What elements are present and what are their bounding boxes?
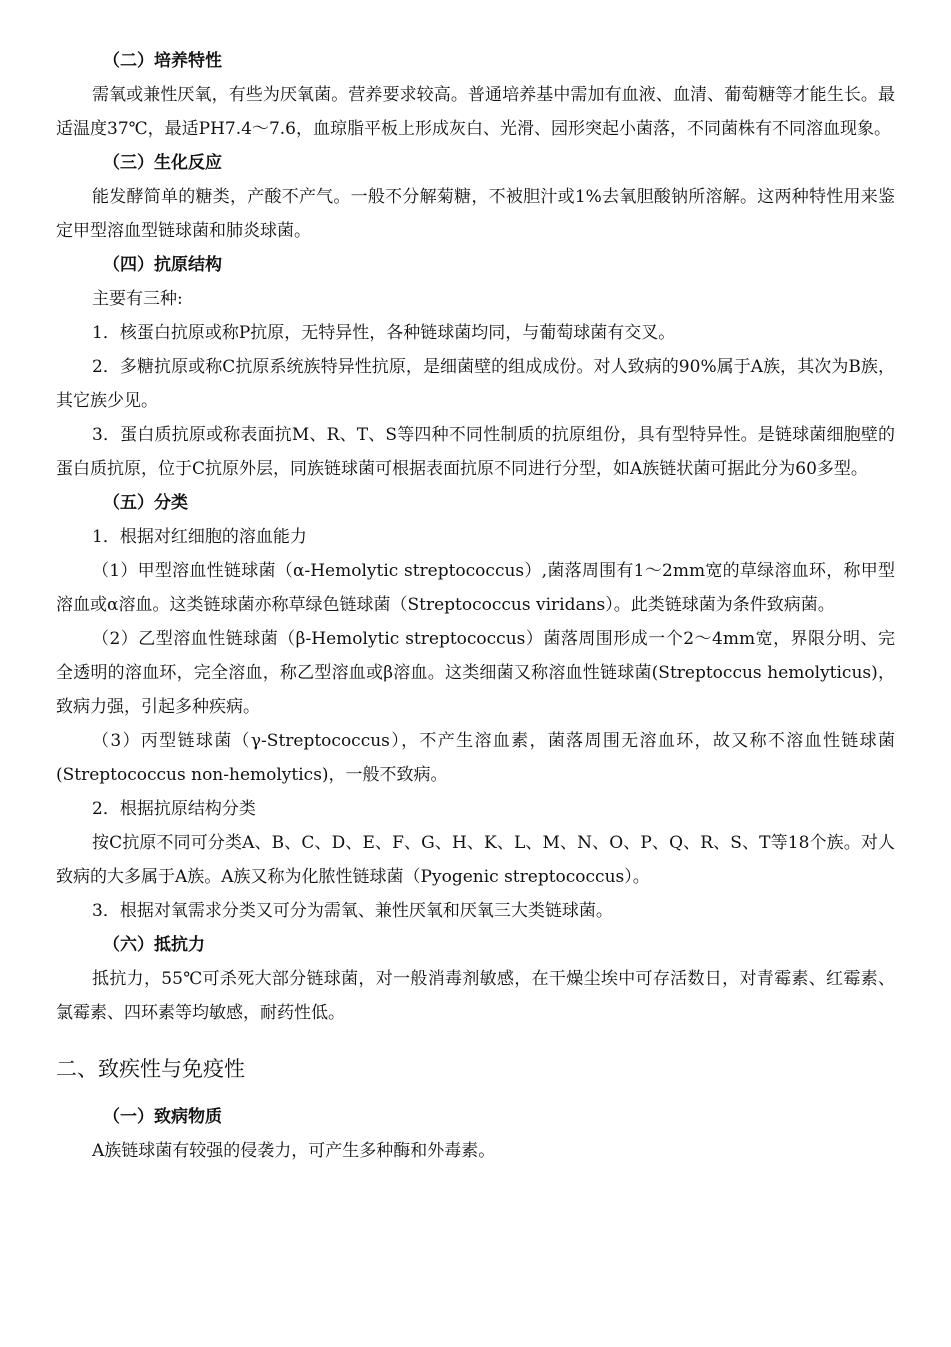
para-class-sub1: 1．根据对红细胞的溶血能力 [92, 527, 307, 547]
para-pathogenic-substances: A族链球菌有较强的侵袭力，可产生多种酶和外毒素。 [92, 1141, 496, 1161]
heading-resistance: （六）抵抗力 [103, 935, 205, 955]
para-class-alpha: （1）甲型溶血性链球菌（α-Hemolytic streptococcus）,菌落周围有1～2mm宽的草绿溶血环，称甲型溶血或α溶血。这类链球菌亦称草绿色链球菌（Streptococcus viridans）。此类链球菌为条件致病菌。 [56, 561, 895, 615]
para-class-sub3: 3．根据对氧需求分类又可分为需氧、兼性厌氧和厌氧三大类链球菌。 [92, 901, 613, 921]
para-resistance: 抵抗力，55℃可杀死大部分链球菌，对一般消毒剂敏感，在干燥尘埃中可存活数日，对青霉素、红霉素、氯霉素、四环素等均敏感，耐药性低。 [56, 969, 895, 1023]
heading-classification: （五）分类 [103, 493, 188, 513]
para-class-groups: 按C抗原不同可分类A、B、C、D、E、F、G、H、K、L、M、N、O、P、Q、R、S、T等18个族。对人致病的大多属于A族。A族又称为化脓性链球菌（Pyogenic streptococcus）。 [56, 833, 895, 887]
heading-biochem: （三）生化反应 [103, 153, 222, 173]
para-antigen-item2: 2．多糖抗原或称C抗原系统族特异性抗原，是细菌壁的组成成份。对人致病的90%属于A族，其次为B族，其它族少见。 [56, 357, 895, 411]
spacer [56, 1086, 895, 1100]
para-biochem: 能发酵简单的糖类，产酸不产气。一般不分解菊糖，不被胆汁或1%去氧胆酸钠所溶解。这两种特性用来鉴定甲型溶血型链球菌和肺炎球菌。 [56, 187, 895, 241]
heading-antigen: （四）抗原结构 [103, 255, 222, 275]
spacer [56, 1030, 895, 1052]
heading-culture: （二）培养特性 [103, 51, 222, 71]
para-antigen-intro: 主要有三种: [92, 289, 183, 309]
para-antigen-item3: 3．蛋白质抗原或称表面抗M、R、T、S等四种不同性制质的抗原组份，具有型特异性。是链球菌细胞壁的蛋白质抗原，位于C抗原外层，同族链球菌可根据表面抗原不同进行分型，如A族链状菌可据此分为60多型。 [56, 425, 895, 479]
para-culture: 需氧或兼性厌氧，有些为厌氧菌。营养要求较高。普通培养基中需加有血液、血清、葡萄糖等才能生长。最适温度37℃，最适PH7.4～7.6，血琼脂平板上形成灰白、光滑、园形突起小菌落，不同菌株有不同溶血现象。 [56, 85, 895, 139]
section-title-pathogenicity: 二、致疾性与免疫性 [56, 1057, 245, 1081]
heading-pathogenic-substances: （一）致病物质 [103, 1107, 222, 1127]
para-antigen-item1: 1．核蛋白抗原或称P抗原，无特异性，各种链球菌均同，与葡萄球菌有交叉。 [92, 323, 676, 343]
para-class-gamma: （3）丙型链球菌（γ-Streptococcus），不产生溶血素，菌落周围无溶血环，故又称不溶血性链球菌(Streptococcus non-hemolytics)，一般不致病。 [56, 731, 895, 785]
para-class-sub2: 2．根据抗原结构分类 [92, 799, 256, 819]
para-class-beta: （2）乙型溶血性链球菌（β-Hemolytic streptococcus）菌落周围形成一个2～4mm宽，界限分明、完全透明的溶血环，完全溶血，称乙型溶血或β溶血。这类细菌又称溶血性链球菌(Streptoccus hemolyticus)，致病力强，引起多种疾病。 [56, 629, 895, 717]
